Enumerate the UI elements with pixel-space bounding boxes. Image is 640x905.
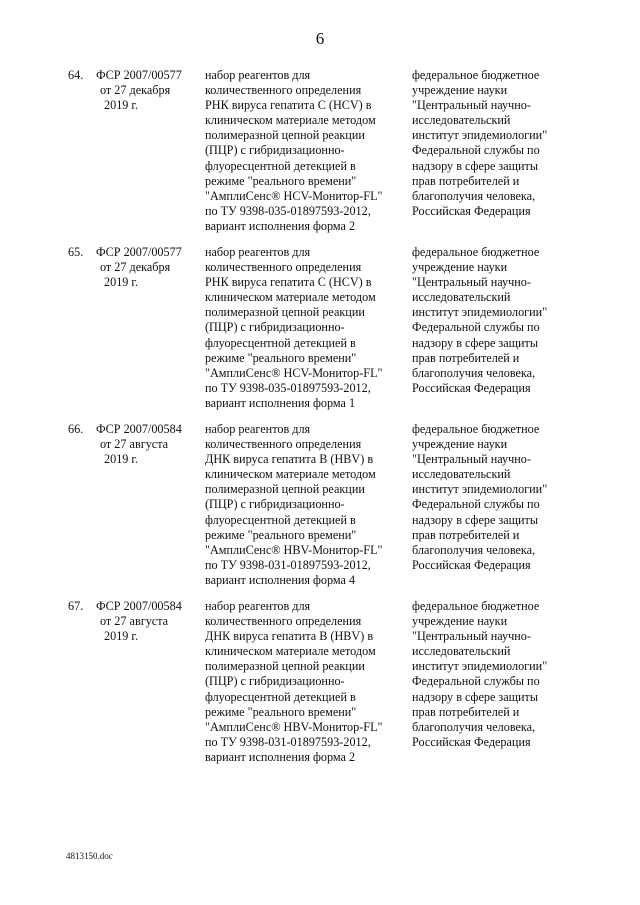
manufacturer-line: благополучия человека,	[412, 365, 536, 380]
product-line: режиме "реального времени"	[205, 527, 357, 542]
registration-number: ФСР 2007/00577	[96, 68, 182, 82]
manufacturer	[412, 422, 592, 573]
manufacturer-line: прав потребителей и	[412, 527, 520, 542]
product-line: клиническом материале методом	[205, 644, 376, 659]
product-line: (ПЦР) с гибридизационно-	[205, 320, 345, 335]
manufacturer-line: институт эпидемиологии"	[412, 482, 548, 497]
registration-year: 2019 г.	[104, 452, 139, 467]
registry-list	[0, 68, 640, 776]
manufacturer-line: Российская Федерация	[412, 734, 531, 749]
manufacturer-line: Российская Федерация	[412, 380, 531, 395]
product-line: вариант исполнения форма 1	[205, 395, 356, 410]
manufacturer-line: исследовательский	[412, 467, 511, 482]
product-line: полимеразной цепной реакции	[205, 482, 365, 497]
registration-date: от 27 августа	[100, 614, 169, 629]
manufacturer-line: институт эпидемиологии"	[412, 305, 548, 320]
product-line: (ПЦР) с гибридизационно-	[205, 674, 345, 689]
product-line: количественного определения	[205, 260, 362, 275]
manufacturer-line: институт эпидемиологии"	[412, 128, 548, 143]
manufacturer-line: прав потребителей и	[412, 350, 520, 365]
registration-info	[96, 245, 196, 290]
product-line: флуоресцентной детекцией в	[205, 158, 356, 173]
manufacturer-line: "Центральный научно-	[412, 452, 531, 467]
product-line: ДНК вируса гепатита B (HBV) в	[205, 629, 374, 644]
registration-info	[96, 422, 196, 467]
product-line: набор реагентов для	[205, 68, 311, 82]
manufacturer	[412, 245, 592, 396]
product-line: количественного определения	[205, 83, 362, 98]
entry-number: 66.	[68, 422, 84, 436]
page-number: 6	[315, 29, 325, 48]
manufacturer-line: "Центральный научно-	[412, 98, 531, 113]
manufacturer-line: учреждение науки	[412, 614, 508, 629]
product-line: вариант исполнения форма 2	[205, 749, 356, 764]
product-line: РНК вируса гепатита C (HCV) в	[205, 98, 372, 113]
manufacturer-line: благополучия человека,	[412, 719, 536, 734]
manufacturer-line: надзору в сфере защиты	[412, 512, 539, 527]
manufacturer-line: прав потребителей и	[412, 173, 520, 188]
product-line: полимеразной цепной реакции	[205, 659, 365, 674]
manufacturer-line: "Центральный научно-	[412, 629, 531, 644]
product-line: режиме "реального времени"	[205, 173, 357, 188]
product-line: клиническом материале методом	[205, 113, 376, 128]
registration-number: ФСР 2007/00584	[96, 599, 182, 613]
product-line: по ТУ 9398-031-01897593-2012,	[205, 734, 371, 749]
product-line: (ПЦР) с гибридизационно-	[205, 143, 345, 158]
product-line: по ТУ 9398-035-01897593-2012,	[205, 380, 371, 395]
registration-info	[96, 68, 196, 113]
product-line: клиническом материале методом	[205, 467, 376, 482]
product-line: "АмплиСенс® HBV-Монитор-FL"	[205, 542, 383, 557]
registration-year: 2019 г.	[104, 98, 139, 113]
manufacturer-line: учреждение науки	[412, 83, 508, 98]
registration-year: 2019 г.	[104, 275, 139, 290]
manufacturer-line: Федеральной службы по	[412, 497, 540, 512]
manufacturer-line: прав потребителей и	[412, 704, 520, 719]
product-line: "АмплиСенс® HCV-Монитор-FL"	[205, 188, 383, 203]
product-line: количественного определения	[205, 614, 362, 629]
registration-date: от 27 августа	[100, 437, 169, 452]
product-line: по ТУ 9398-031-01897593-2012,	[205, 557, 371, 572]
registration-number: ФСР 2007/00584	[96, 422, 182, 436]
manufacturer-line: благополучия человека,	[412, 542, 536, 557]
product-line: флуоресцентной детекцией в	[205, 512, 356, 527]
manufacturer-line: федеральное бюджетное	[412, 599, 540, 613]
registration-info	[96, 599, 196, 644]
manufacturer-line: Российская Федерация	[412, 203, 531, 218]
manufacturer-line: Российская Федерация	[412, 557, 531, 572]
product-line: полимеразной цепной реакции	[205, 128, 365, 143]
product-line: количественного определения	[205, 437, 362, 452]
entry-number: 64.	[68, 68, 84, 82]
manufacturer-line: "Центральный научно-	[412, 275, 531, 290]
manufacturer-line: надзору в сфере защиты	[412, 158, 539, 173]
manufacturer-line: учреждение науки	[412, 437, 508, 452]
document-filename: 4813150.doc	[66, 851, 113, 861]
product-line: режиме "реального времени"	[205, 704, 357, 719]
registry-entry	[0, 68, 640, 245]
product-line: ДНК вируса гепатита B (HBV) в	[205, 452, 374, 467]
product-line: набор реагентов для	[205, 245, 311, 259]
manufacturer-line: учреждение науки	[412, 260, 508, 275]
product-line: по ТУ 9398-035-01897593-2012,	[205, 203, 371, 218]
product-line: полимеразной цепной реакции	[205, 305, 365, 320]
product-line: (ПЦР) с гибридизационно-	[205, 497, 345, 512]
manufacturer-line: исследовательский	[412, 113, 511, 128]
product-line: "АмплиСенс® HBV-Монитор-FL"	[205, 719, 383, 734]
manufacturer-line: исследовательский	[412, 644, 511, 659]
registration-number: ФСР 2007/00577	[96, 245, 182, 259]
manufacturer-line: федеральное бюджетное	[412, 68, 540, 82]
entry-number: 67.	[68, 599, 84, 613]
product-line: режиме "реального времени"	[205, 350, 357, 365]
product-line: набор реагентов для	[205, 422, 311, 436]
product-line: клиническом материале методом	[205, 290, 376, 305]
product-line: РНК вируса гепатита C (HCV) в	[205, 275, 372, 290]
product-line: вариант исполнения форма 4	[205, 572, 356, 587]
manufacturer-line: Федеральной службы по	[412, 143, 540, 158]
product-line: набор реагентов для	[205, 599, 311, 613]
entry-number: 65.	[68, 245, 84, 259]
product-description	[205, 422, 405, 588]
manufacturer-line: исследовательский	[412, 290, 511, 305]
product-description	[205, 68, 405, 234]
manufacturer-line: надзору в сфере защиты	[412, 689, 539, 704]
product-line: "АмплиСенс® HCV-Монитор-FL"	[205, 365, 383, 380]
product-description	[205, 599, 405, 765]
manufacturer-line: федеральное бюджетное	[412, 245, 540, 259]
manufacturer	[412, 68, 592, 219]
manufacturer	[412, 599, 592, 750]
registration-year: 2019 г.	[104, 629, 139, 644]
product-description	[205, 245, 405, 411]
manufacturer-line: благополучия человека,	[412, 188, 536, 203]
manufacturer-line: Федеральной службы по	[412, 320, 540, 335]
registration-date: от 27 декабря	[100, 260, 171, 275]
manufacturer-line: институт эпидемиологии"	[412, 659, 548, 674]
manufacturer-line: надзору в сфере защиты	[412, 335, 539, 350]
registry-entry	[0, 245, 640, 422]
registry-entry	[0, 599, 640, 776]
product-line: вариант исполнения форма 2	[205, 218, 356, 233]
registry-entry	[0, 422, 640, 599]
manufacturer-line: Федеральной службы по	[412, 674, 540, 689]
manufacturer-line: федеральное бюджетное	[412, 422, 540, 436]
product-line: флуоресцентной детекцией в	[205, 335, 356, 350]
product-line: флуоресцентной детекцией в	[205, 689, 356, 704]
registration-date: от 27 декабря	[100, 83, 171, 98]
